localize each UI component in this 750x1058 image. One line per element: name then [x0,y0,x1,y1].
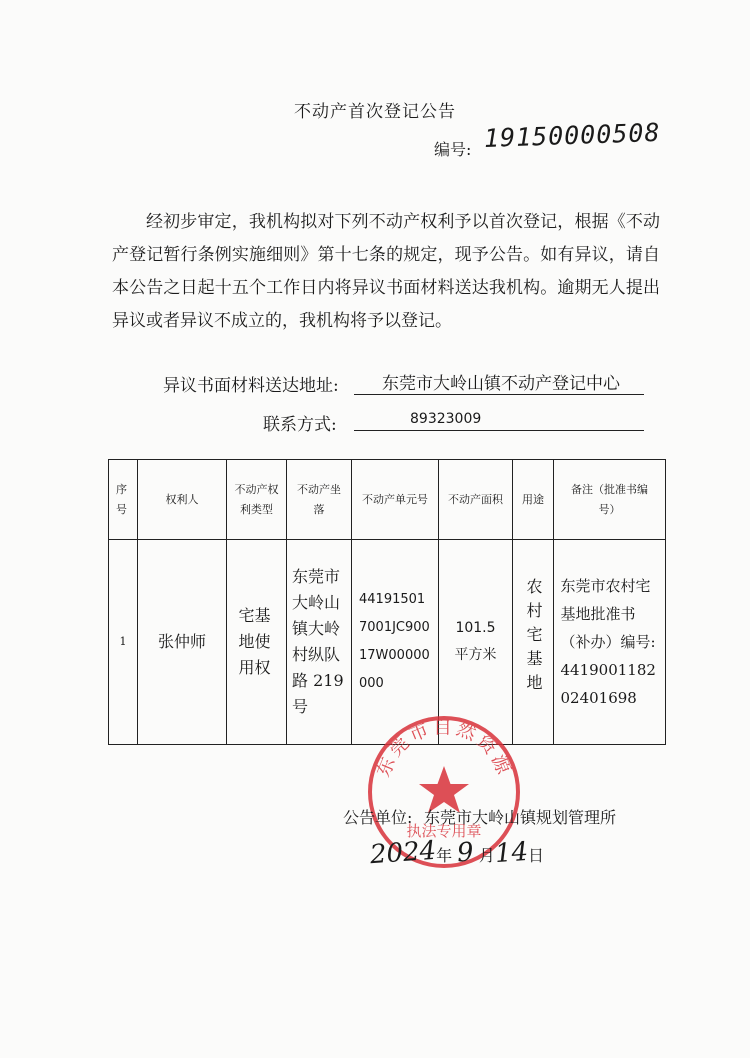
header-unit-number: 不动产单元号 [352,460,439,540]
cell-right-type: 宅基地使用权 [227,540,287,745]
date-month: 9 [456,837,475,869]
seal-text: 东莞市自然资源 [372,716,516,781]
registration-table [108,459,666,745]
header-remarks: 备注（批准书编号） [554,460,666,540]
header-area: 不动产面积 [439,460,513,540]
date-day-suffix: 日 [528,846,545,865]
cell-usage: 农村宅基地 [513,540,554,745]
contact-value: 89323009 [354,408,644,431]
number-value: 19150000508 [483,117,661,153]
seal-subtext: 执法专用章 [406,822,482,840]
header-usage: 用途 [513,460,554,540]
date-day: 14 [493,836,530,870]
cell-remarks: 东莞市农村宅基地批准书（补办）编号: 441900118202401698 [554,540,666,745]
number-label: 编号: [434,140,472,159]
header-right-type: 不动产权利类型 [227,460,287,540]
cell-location: 东莞市大岭山镇大岭村纵队路 219号 [287,540,352,745]
table-header-row [109,460,666,540]
header-index: 序号 [109,460,138,540]
issuer-label: 公告单位: [343,808,413,827]
cell-unit-number: 441915017001JC90017W00000000 [352,540,439,745]
date-month-suffix: 月 [478,846,495,865]
issuer-value: 东莞市大岭山镇规划管理所 [424,808,617,827]
address-value: 东莞市大岭山镇不动产登记中心 [354,369,644,395]
cell-holder: 张仲师 [138,540,227,745]
notice-paragraph: 经初步审定，我机构拟对下列不动产权利予以首次登记，根据《不动产登记暂行条例实施细则》第十七条的规定，现予公告。如有异议，请自本公告之日起十五个工作日内将异议书面材料送达我机构。逾期无人提出异议或者异议不成立的，我机构将予以登记。 [112,212,660,331]
header-location: 不动产坐落 [287,460,352,540]
notice-date [369,835,545,871]
cell-index: 1 [109,540,138,745]
page-title: 不动产首次登记公告 [294,102,456,122]
cell-area: 101.5平方米 [439,540,513,745]
date-year: 2024 [369,835,438,871]
contact-label: 联系方式: [263,415,337,435]
address-label: 异议书面材料送达地址: [163,376,339,396]
header-holder: 权利人 [138,460,227,540]
date-year-suffix: 年 [436,846,453,865]
